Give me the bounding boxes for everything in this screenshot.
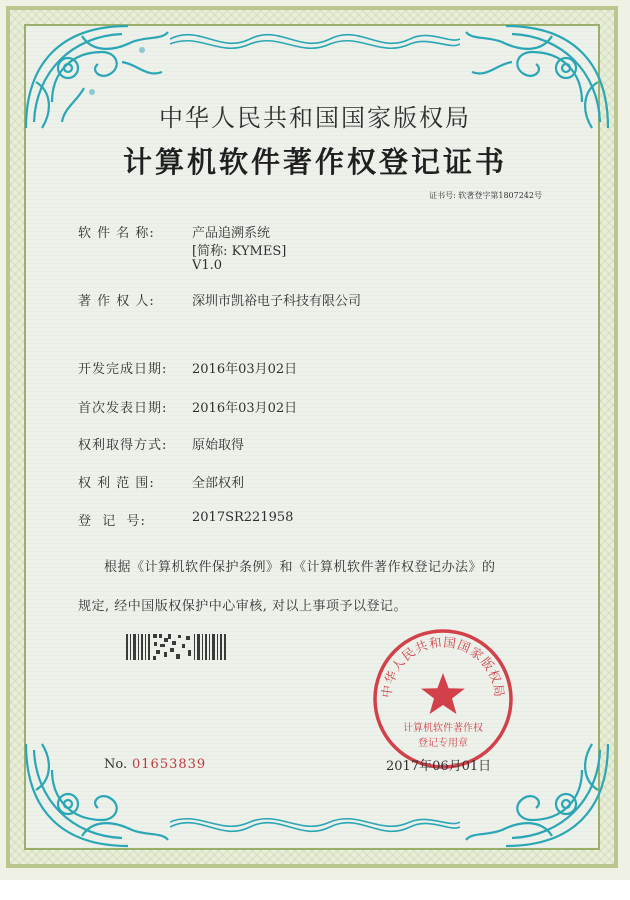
owner-value: 深圳市凯裕电子科技有限公司 xyxy=(192,294,362,309)
publish-date-value: 2016年03月02日 xyxy=(192,401,298,416)
certificate-number: 证书号: 软著登字第1807242号 xyxy=(429,191,542,200)
certificate-title: 计算机软件著作权登记证书 xyxy=(122,145,507,179)
issue-date: 2017年06月01日 xyxy=(386,759,492,774)
statement-line-2: 规定, 经中国版权保护中心审核, 对以上事项予以登记。 xyxy=(78,599,408,614)
acquisition-label: 权利取得方式: xyxy=(78,438,168,453)
registration-number-value: 2017SR221958 xyxy=(192,510,294,525)
serial-number: 01653839 xyxy=(132,757,207,772)
owner-label: 著 作 权 人: xyxy=(78,294,155,309)
barcode xyxy=(126,632,226,662)
software-name-label: 软 件 名 称: xyxy=(78,226,155,241)
statement-line-1: 根据《计算机软件保护条例》和《计算机软件著作权登记办法》的 xyxy=(104,560,496,575)
scope-value: 全部权利 xyxy=(192,476,245,491)
completion-date-label: 开发完成日期: xyxy=(78,362,168,377)
bottom-ornament-band xyxy=(170,812,460,842)
scope-label: 权 利 范 围: xyxy=(78,476,155,491)
software-version: V1.0 xyxy=(192,258,223,273)
issuer-title: 中华人民共和国国家版权局 xyxy=(159,104,471,132)
seal-inner-line-1: 计算机软件著作权 xyxy=(403,723,483,734)
acquisition-value: 原始取得 xyxy=(192,438,245,453)
seal-ring-text: 中华人民共和国国家版权局 xyxy=(378,634,508,699)
official-seal xyxy=(371,627,515,771)
completion-date-value: 2016年03月02日 xyxy=(192,362,298,377)
registration-number-label: 登 记 号: xyxy=(78,514,146,529)
software-name-value: 产品追溯系统 xyxy=(192,226,271,241)
software-short-name: [简称: KYMES] xyxy=(192,244,287,259)
publish-date-label: 首次发表日期: xyxy=(78,401,168,416)
seal-inner-line-2: 登记专用章 xyxy=(418,738,468,749)
top-ornament-band xyxy=(170,24,460,54)
serial-label: No. xyxy=(104,757,128,772)
